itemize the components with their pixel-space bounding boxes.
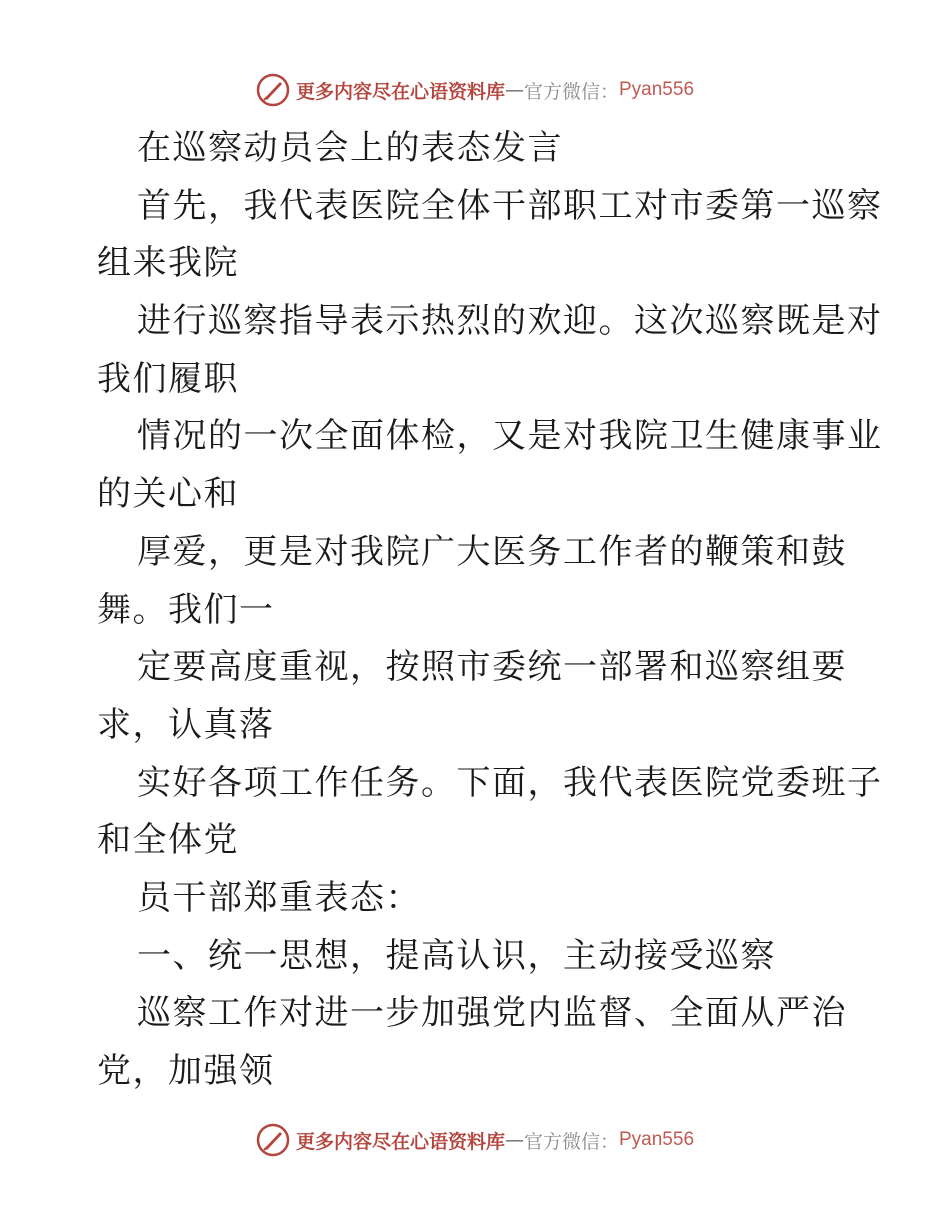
text-line: 的关心和 [97,474,239,515]
watermark-sub-text: 官方微信： [523,1130,619,1153]
watermark-sub-text: 官方微信： [523,80,619,103]
text-line: 求，认真落 [97,704,275,745]
watermark-main-text: 更多内容尽在心语资料库 [295,80,505,103]
text-line: 我们履职 [97,358,239,399]
text-line: 和全体党 [97,820,239,861]
section-heading: 一、统一思想，提高认识，主动接受巡察 [137,935,776,976]
watermark-header [0,72,950,108]
watermark-wechat-id: Pyan556 [619,1129,695,1150]
text-line: 定要高度重视，按照市委统一部署和巡察组要 [137,647,847,688]
text-line: 舞。我们一 [97,589,275,630]
watermark-wechat-id: Pyan556 [619,79,695,100]
quill-logo-icon [256,73,290,107]
text-line: 实好各项工作任务。下面，我代表医院党委班子 [137,762,883,803]
text-line: 党，加强领 [97,1051,275,1091]
text-line: 首先，我代表医院全体干部职工对市委第一巡察 [137,185,883,226]
watermark-dash: — [504,79,524,101]
watermark-dash: — [504,1129,524,1151]
watermark-main-text: 更多内容尽在心语资料库 [295,1130,505,1153]
document-body [97,120,883,1101]
text-line: 员干部郑重表态： [137,877,421,918]
text-line: 情况的一次全面体检，又是对我院卫生健康事业 [137,416,883,457]
text-line: 巡察工作对进一步加强党内监督、全面从严治 [137,993,847,1034]
text-line: 进行巡察指导表示热烈的欢迎。这次巡察既是对 [137,301,883,342]
watermark-footer [0,1122,950,1158]
text-line: 组来我院 [97,243,239,284]
document-title: 在巡察动员会上的表态发言 [137,128,563,168]
text-line: 厚爱，更是对我院广大医务工作者的鞭策和鼓 [137,531,847,572]
quill-logo-icon [256,1123,290,1157]
